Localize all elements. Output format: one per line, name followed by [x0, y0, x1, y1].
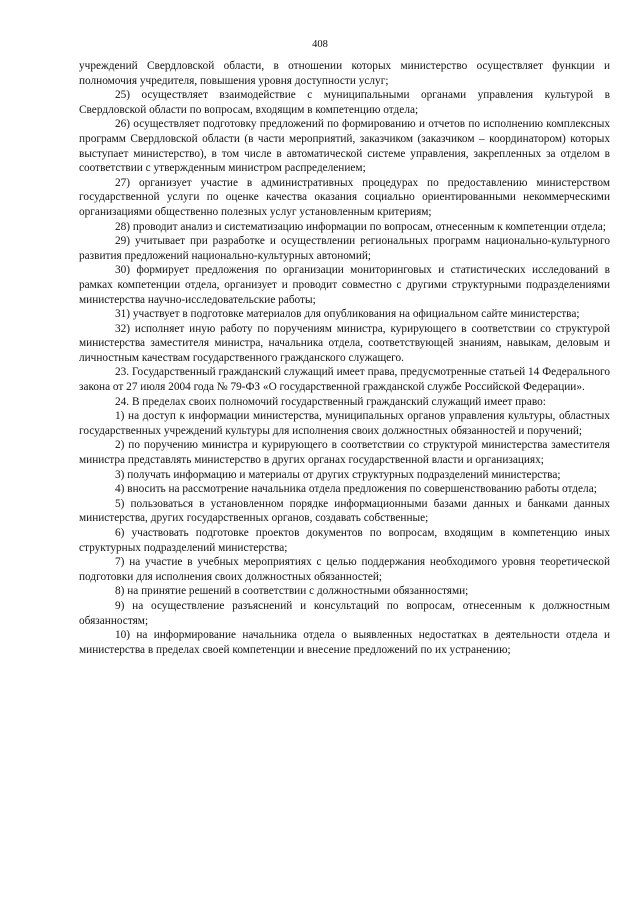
document-body — [79, 59, 610, 657]
paragraph-section-23: 23. Государственный гражданский служащий имеет права, предусмотренные статьей 14 Федерального закона от 27 июля 2004 года № 79-ФЗ «О государственной гражданской службе Российской Федерации». — [79, 366, 610, 394]
paragraph-right-3: 3) получать информацию и материалы от других структурных подразделений министерства; — [115, 468, 561, 481]
paragraph-right-9: 9) на осуществление разъяснений и консультаций по вопросам, отнесенным к должностным обязанностям; — [79, 599, 610, 627]
paragraph-right-7: 7) на участие в учебных мероприятиях с целью поддержания необходимого уровня теоретической подготовки для исполнения своих должностных обязанностей; — [79, 556, 610, 583]
paragraph-item-25: 25) осуществляет взаимодействие с муниципальными органами управления культурой в Свердловской области по вопросам, входящим в компетенцию отдела; — [79, 89, 610, 116]
paragraph-item-30: 30) формирует предложения по организации мониторинговых и статистических исследований в рамках компетенции отдела, организует и проводит совместно с другими структурными подразделениями министерства научно-исследовательские работы; — [79, 264, 610, 306]
paragraph-item-27: 27) организует участие в административных процедурах по предоставлению министерством государственной услуги по оценке качества оказания социально ориентированными некоммерческими организациями общественно полезных услуг установленным критериям; — [79, 176, 610, 218]
paragraph-right-10: 10) на информирование начальника отдела о выявленных недостатках в деятельности отдела и министерства в пределах своей компетенции и внесение предложений по их устранению; — [79, 629, 610, 656]
paragraph-right-1: 1) на доступ к информации министерства, муниципальных органов управления культуры, областных государственных учреждений культуры для исполнения своих должностных обязанностей и поручений; — [79, 410, 610, 437]
paragraph-item-31: 31) участвует в подготовке материалов для опубликования на официальном сайте министерства; — [115, 308, 580, 321]
paragraph-item-26: 26) осуществляет подготовку предложений по формированию и отчетов по исполнению комплексных программ Свердловской области (в части мероприятий, заказчиком (заказчиком – координатором) которых выступает министерство), в том числе в автоматической системе управления, закрепленных за отделом в соответствии с утвержденным министром распределением; — [79, 118, 610, 175]
paragraph-continuation: учреждений Свердловской области, в отношении которых министерство осуществляет функции и полномочия учредителя, повышения уровня доступности услуг; — [79, 60, 610, 87]
paragraph-item-32: 32) исполняет иную работу по поручениям министра, курирующего в соответствии со структурой министерства заместителя министра, начальника отдела, соответствующей знаниям, навыкам, деловым и личностным качествам государственного гражданского служащего. — [79, 322, 610, 364]
page-number: 408 — [312, 39, 328, 50]
paragraph-right-2: 2) по поручению министра и курирующего в соответствии со структурой министерства заместителя министра представлять министерство в других органах государственной власти и организациях; — [79, 439, 610, 467]
paragraph-item-29: 29) учитывает при разработке и осуществлении региональных программ национально-культурного развития предложений национально-культурных автономий; — [79, 235, 610, 262]
paragraph-right-4: 4) вносить на рассмотрение начальника отдела предложения по совершенствованию работы отдела; — [115, 483, 597, 496]
paragraph-right-5: 5) пользоваться в установленном порядке информационными базами данных и банками данных министерства, других государственных органов, создавать собственные; — [79, 497, 610, 525]
paragraph-section-24: 24. В пределах своих полномочий государственный гражданский служащий имеет право: — [115, 395, 546, 408]
paragraph-item-28: 28) проводит анализ и систематизацию информации по вопросам, отнесенным к компетенции отдела; — [115, 220, 606, 233]
paragraph-right-6: 6) участвовать подготовке проектов документов по вопросам, входящим в компетенцию иных структурных подразделений министерства; — [79, 527, 610, 554]
paragraph-right-8: 8) на принятие решений в соответствии с должностными обязанностями; — [115, 585, 469, 598]
